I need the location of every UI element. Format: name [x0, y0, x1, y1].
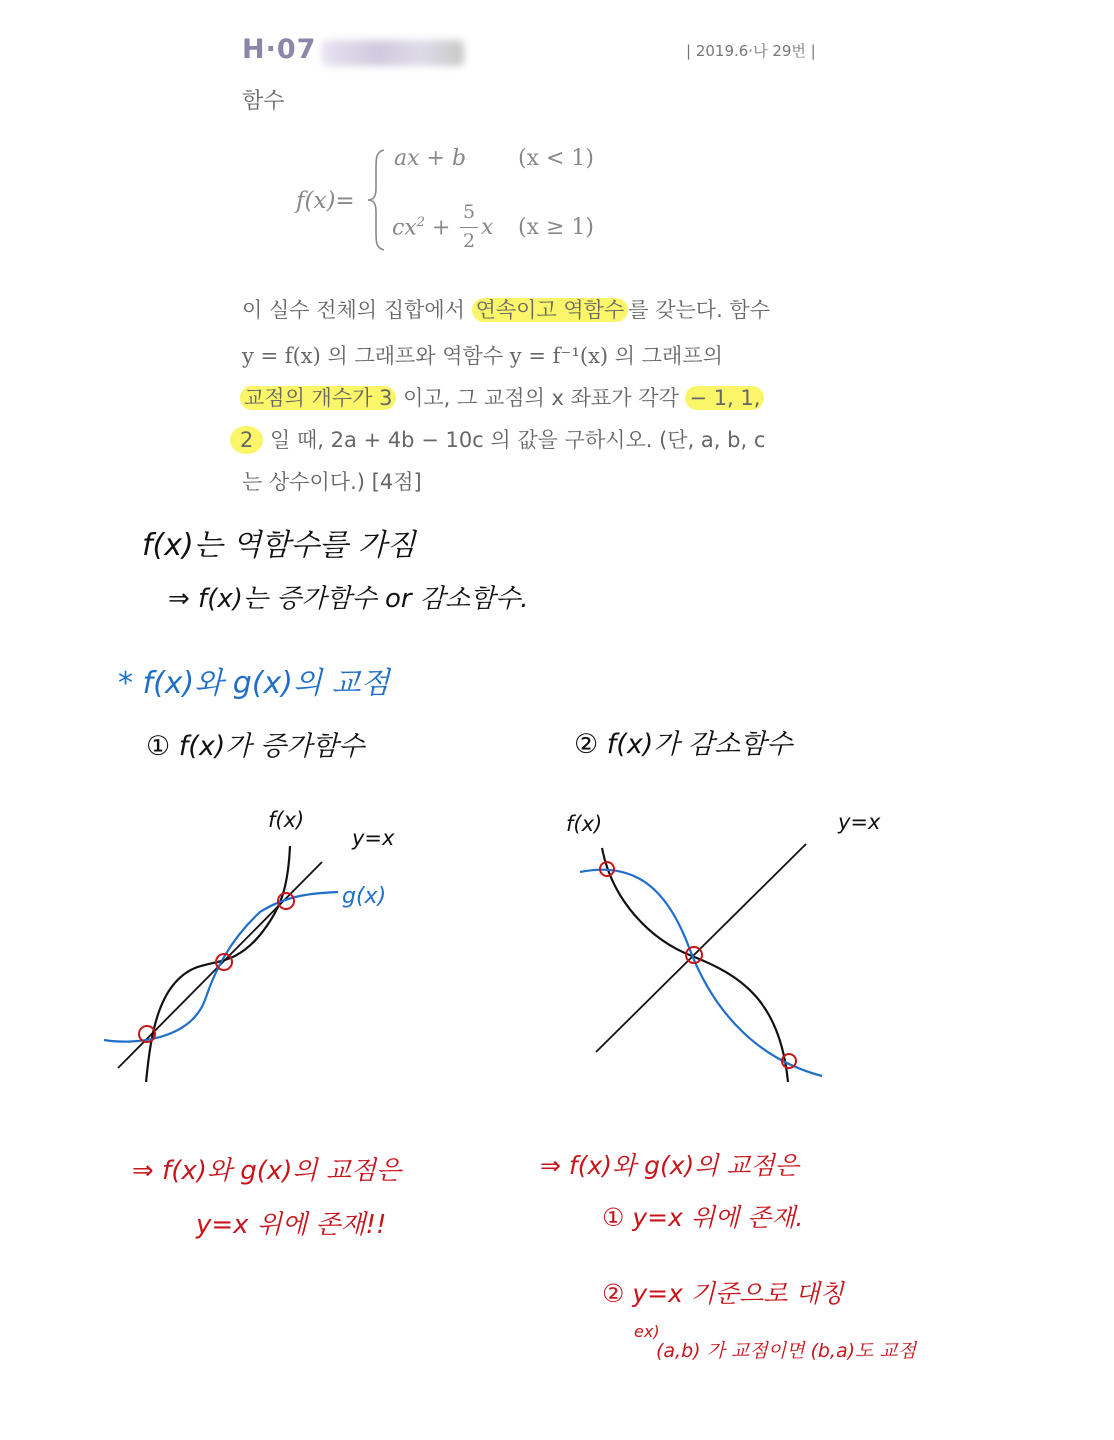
blurred-title	[322, 40, 464, 66]
conclusion-decreasing-1: ⇒ f(x)와 g(x)의 교점은	[540, 1151, 799, 1180]
fx-label: f(x)=	[296, 188, 355, 214]
highlight-x-values: − 1, 1,	[685, 386, 764, 410]
highlight-intersection-count: 교점의 개수가 3	[240, 386, 396, 410]
problem-line-5: 는 상수이다.) [4점]	[242, 470, 422, 494]
graph2-yx-label: y=x	[838, 810, 881, 834]
case-increasing-title: ① f(x)가 증가함수	[146, 731, 365, 762]
fraction-bar	[460, 227, 478, 228]
note-intersection-heading: * f(x)와 g(x)의 교점	[118, 666, 390, 701]
graph2-fx-label: f(x)	[566, 812, 603, 836]
example-label: ex)	[634, 1322, 660, 1341]
graph1-curve-fx	[146, 846, 290, 1082]
graph1-gx-label: g(x)	[342, 884, 387, 909]
problem-line-3	[240, 382, 764, 412]
conclusion-decreasing-3: ② y=x 기준으로 대칭	[602, 1279, 844, 1308]
problem-id: H·07	[242, 34, 317, 65]
graph1-fx-label: f(x)	[268, 808, 305, 832]
note-inverse-exists: f(x)는 역함수를 가짐	[142, 528, 416, 563]
case1-expression: ax + b	[394, 146, 467, 171]
case-decreasing-title: ② f(x)가 감소함수	[574, 729, 793, 760]
graph2-line-yx	[596, 844, 806, 1052]
line1-b: 를 갖는다. 함수	[628, 298, 770, 322]
graph1-curve-gx	[104, 892, 338, 1042]
problem-intro: 함수	[242, 89, 285, 114]
problem-source: | 2019.6·나 29번 |	[686, 42, 816, 60]
brace-icon	[366, 148, 388, 252]
line3-mid: 이고, 그 교점의 x 좌표가 각각	[396, 386, 686, 410]
note-monotonic: ⇒ f(x)는 증가함수 or 감소함수.	[168, 584, 529, 614]
conclusion-increasing-1: ⇒ f(x)와 g(x)의 교점은	[132, 1156, 402, 1186]
case1-condition: (x < 1)	[518, 146, 594, 171]
graph-decreasing	[576, 836, 826, 1086]
conclusion-decreasing-4: (a,b) 가 교점이면 (b,a)도 교점	[656, 1340, 917, 1362]
case2-expr-x: x	[481, 215, 494, 240]
problem-line-4	[230, 424, 765, 454]
graph2-curve-gx	[580, 870, 822, 1076]
case2-condition: (x ≥ 1)	[518, 215, 594, 240]
case2-expr-sup: 2	[416, 215, 426, 230]
fraction-denominator: 2	[462, 230, 476, 252]
case2-expr-a: cx	[392, 215, 417, 241]
conclusion-increasing-2: y=x 위에 존재!!	[196, 1210, 387, 1240]
problem-line-1	[242, 294, 770, 324]
problem-line-2: y = f(x) 의 그래프와 역함수 y = f⁻¹(x) 의 그래프의	[242, 344, 723, 368]
fraction-numerator: 5	[462, 201, 476, 223]
line4-rest: 일 때, 2a + 4b − 10c 의 값을 구하시오. (단, a, b, c	[263, 428, 766, 452]
graph-increasing	[96, 836, 356, 1086]
highlight-two: 2	[230, 426, 263, 454]
conclusion-decreasing-2: ① y=x 위에 존재.	[602, 1203, 804, 1232]
highlight-continuous-inverse: 연속이고 역함수	[472, 298, 629, 322]
line1-a: 이 실수 전체의 집합에서	[242, 298, 472, 322]
graph1-yx-label: y=x	[352, 826, 395, 850]
case2-expr-b: +	[425, 215, 451, 241]
case2-expression	[392, 215, 450, 240]
